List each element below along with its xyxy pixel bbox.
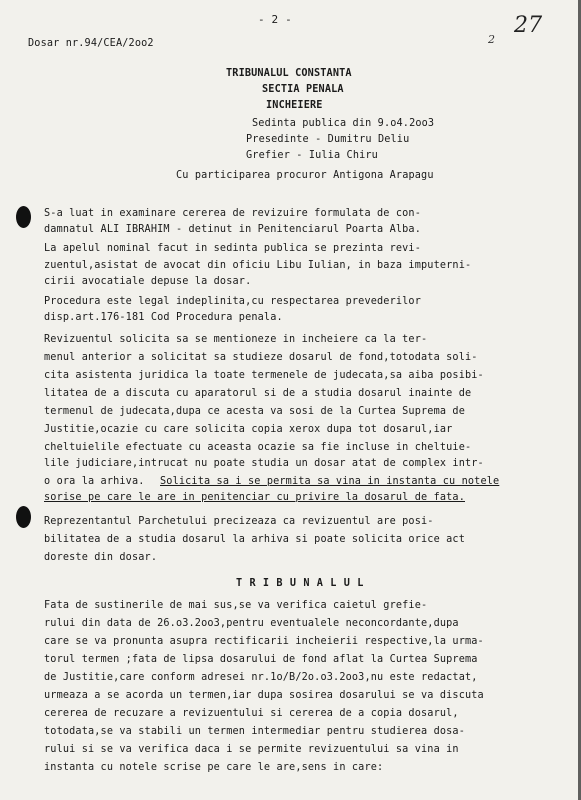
decision-line-3: care se va pronunta asupra rectificarii incheierii respective,la urma- xyxy=(44,636,484,647)
body-line-2: damnatul ALI IBRAHIM - detinut in Penitenciarul Poarta Alba. xyxy=(44,224,422,235)
body-line-6: Procedura este legal indeplinita,cu respectarea prevederilor xyxy=(44,296,422,307)
body-line-13: Justitie,ocazie cu care solicita copia xerox dupa tot dosarul,iar xyxy=(44,424,453,435)
body-line-9: menul anterior a solicitat sa studieze dosarul de fond,totodata soli- xyxy=(44,352,478,363)
decision-line-5: de Justitie,care conform adresei nr.1o/B/2o.o3.2oo3,nu este redactat, xyxy=(44,672,478,683)
page-number: - 2 - xyxy=(258,13,292,26)
body-line-8: Revizuentul solicita sa se mentioneze in incheiere ca la ter- xyxy=(44,334,428,345)
body-line-10: cita asistenta juridica la toate termenele de judecata,sa aiba posibi- xyxy=(44,370,484,381)
prosecutor: Cu participarea procuror Antigona Arapagu xyxy=(176,170,434,181)
decision-line-6: urmeaza a se acorda un termen,iar dupa sosirea dosarului se va discuta xyxy=(44,690,484,701)
body-line-11: litatea de a discuta cu aparatorul si de a studia dosarul inainte de xyxy=(44,388,472,399)
tribunal-heading: T R I B U N A L U L xyxy=(236,578,364,589)
court-name: TRIBUNALUL CONSTANTA xyxy=(226,68,352,79)
decision-line-9: rului si se va verifica daca i se permite revizuentului sa vina in xyxy=(44,744,459,755)
case-number: Dosar nr.94/CEA/2oo2 xyxy=(28,38,154,49)
court-clerk: Grefier - Iulia Chiru xyxy=(246,150,378,161)
body-line-14: cheltuielile efectuate cu aceasta ocazie sa fie incluse in cheltuie- xyxy=(44,442,472,453)
decision-line-10: instanta cu notele scrise pe care le are,sens in care: xyxy=(44,762,384,773)
session-date: Sedinta publica din 9.o4.2oo3 xyxy=(252,118,435,129)
decision-line-8: totodata,se va stabili un termen intermediar pentru studierea dosa- xyxy=(44,726,465,737)
body-line-7: disp.art.176-181 Cod Procedura penala. xyxy=(44,312,283,323)
body-line-17: sorise pe care le are in penitenciar cu privire la dosarul de fata. xyxy=(44,492,465,503)
body-line-19: bilitatea de a studia dosarul la arhiva si poate solicita orice act xyxy=(44,534,465,545)
body-line-12: termenul de judecata,dupa ce acesta va sosi de la Curtea Suprema de xyxy=(44,406,465,417)
body-line-18: Reprezentantul Parchetului precizeaza ca revizuentul are posi- xyxy=(44,516,434,527)
folio-number: 27 xyxy=(514,13,543,38)
presiding-judge: Presedinte - Dumitru Deliu xyxy=(246,134,410,145)
body-line-20: doreste din dosar. xyxy=(44,552,158,563)
decision-line-1: Fata de sustinerile de mai sus,se va verifica caietul grefie- xyxy=(44,600,428,611)
underlined-request: Solicita sa i se permita sa vina in instanta cu notele xyxy=(160,476,500,487)
body-line-16: o ora la arhiva. xyxy=(44,476,145,487)
punch-hole-top xyxy=(16,206,31,228)
body-line-15: lile judiciare,intrucat nu poate studia un dosar atat de complex intr- xyxy=(44,458,484,469)
body-line-4: zuentul,asistat de avocat din oficiu Libu Iulian, in baza imputerni- xyxy=(44,260,472,271)
body-line-1: S-a luat in examinare cererea de revizuire formulata de con- xyxy=(44,208,422,219)
punch-hole-bottom xyxy=(16,506,31,528)
court-section: SECTIA PENALA xyxy=(262,84,344,95)
document-type: INCHEIERE xyxy=(266,100,323,111)
decision-line-2: rului din data de 26.o3.2oo3,pentru eventualele neconcordante,dupa xyxy=(44,618,459,629)
body-line-3: La apelul nominal facut in sedinta publica se prezinta revi- xyxy=(44,243,422,254)
decision-line-4: torul termen ;fata de lipsa dosarului de fond aflat la Curtea Suprema xyxy=(44,654,478,665)
body-line-5: cirii avocatiale depuse la dosar. xyxy=(44,276,252,287)
decision-line-7: cererea de recuzare a revizuentului si cererea de a copia dosarul, xyxy=(44,708,459,719)
pen-mark: 2 xyxy=(488,33,496,46)
